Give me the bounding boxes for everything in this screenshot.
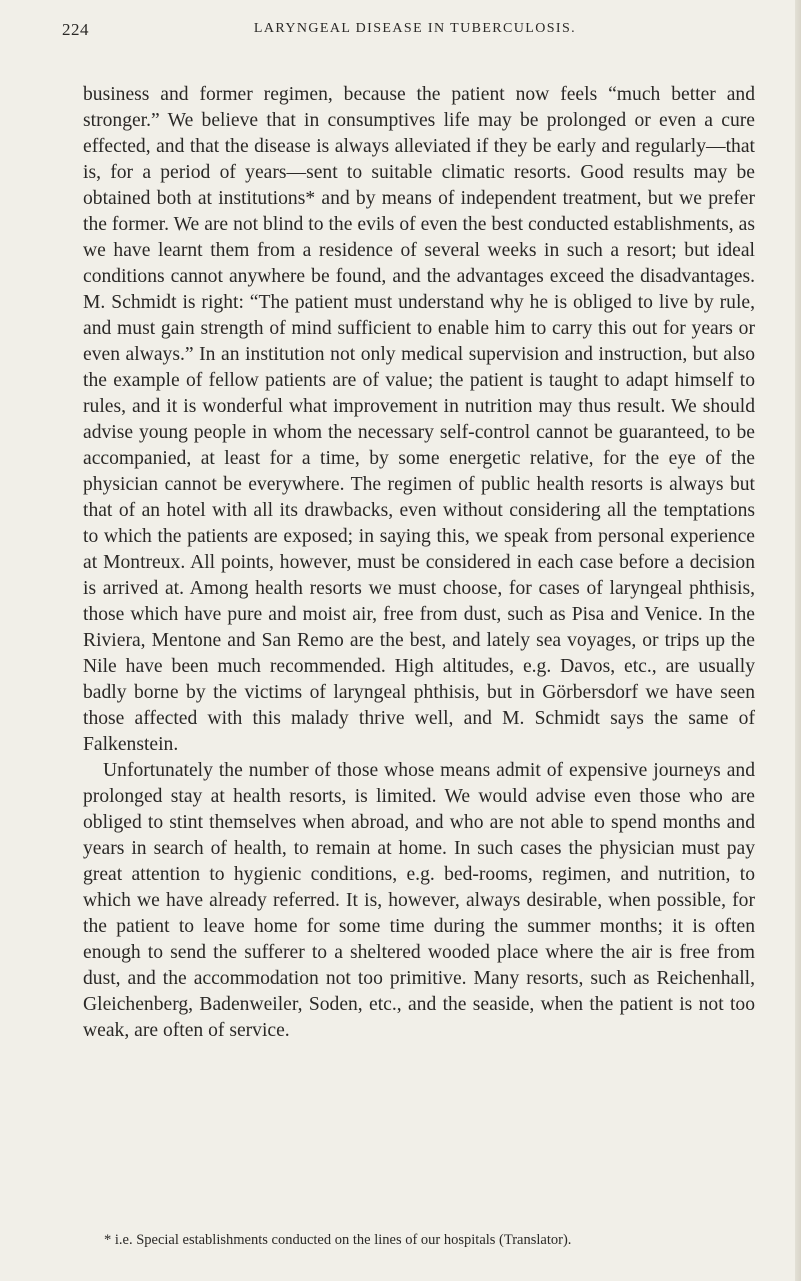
running-title: LARYNGEAL DISEASE IN TUBERCULOSIS. [253, 21, 577, 36]
body-text [83, 82, 755, 1044]
page-edge [795, 0, 801, 1281]
page-number: 224 [62, 20, 89, 39]
footnote: * i.e. Special establishments conducted on the lines of our hospitals (Translator). [104, 1232, 572, 1248]
paragraph: business and former regimen, because the patient now feels “much better and stronger.” We believe that in consumptives life may be prolonged or even a cure effected, and that the disease is always alleviated if they be early and regularly—that is, for a period of years—sent to suitable climatic resorts. Good results may be obtained both at institutions* and by means of independent treatment, but we prefer the former. We are not blind to the evils of even the best conducted establishments, as we have learnt them from a residence of several weeks in such a resort; but ideal conditions cannot anywhere be found, and the advantages exceed the disadvantages. M. Schmidt is right: “The patient must understand why he is obliged to live by rule, and must gain strength of mind sufficient to enable him to carry this out for years or even always.” In an institution not only medical supervision and instruction, but also the example of fellow patients are of value; the patient is taught to adapt himself to rules, and it is wonderful what improvement in nutrition may thus result. We should advise young people in whom the necessary self-control cannot be guaranteed, to be accompanied, at least for a time, by some energetic relative, for the eye of the physician cannot be everywhere. The regimen of public health resorts is always but that of an hotel with all its drawbacks, even without considering all the temptations to which the patients are exposed; in saying this, we speak from personal experience at Montreux. All points, however, must be considered in each case before a decision is arrived at. Among health resorts we must choose, for cases of laryngeal phthisis, those which have pure and moist air, free from dust, such as Pisa and Venice. In the Riviera, Mentone and San Remo are the best, and lately sea voyages, or trips up the Nile have been much recommended. High altitudes, e.g. Davos, etc., are usually badly borne by the victims of laryngeal phthisis, but in Görbersdorf we have seen those affected with this malady thrive well, and M. Schmidt says the same of Falkenstein. [83, 84, 755, 755]
page-header [62, 20, 768, 50]
paragraph: Unfortunately the number of those whose means admit of expensive journeys and prolonged stay at health resorts, is limited. We would advise even those who are obliged to stint themselves when abroad, and who are not able to spend months and years in search of health, to remain at home. In such cases the physician must pay great attention to hygienic conditions, e.g. bed-rooms, regimen, and nutrition, to which we have already referred. It is, however, always desirable, when possible, for the patient to leave home for some time during the summer months; it is often enough to send the sufferer to a sheltered wooded place where the air is free from dust, and the accommodation not too primitive. Many resorts, such as Reichenhall, Gleichenberg, Badenweiler, Soden, etc., and the seaside, when the patient is not too weak, are often of service. [83, 760, 755, 1041]
